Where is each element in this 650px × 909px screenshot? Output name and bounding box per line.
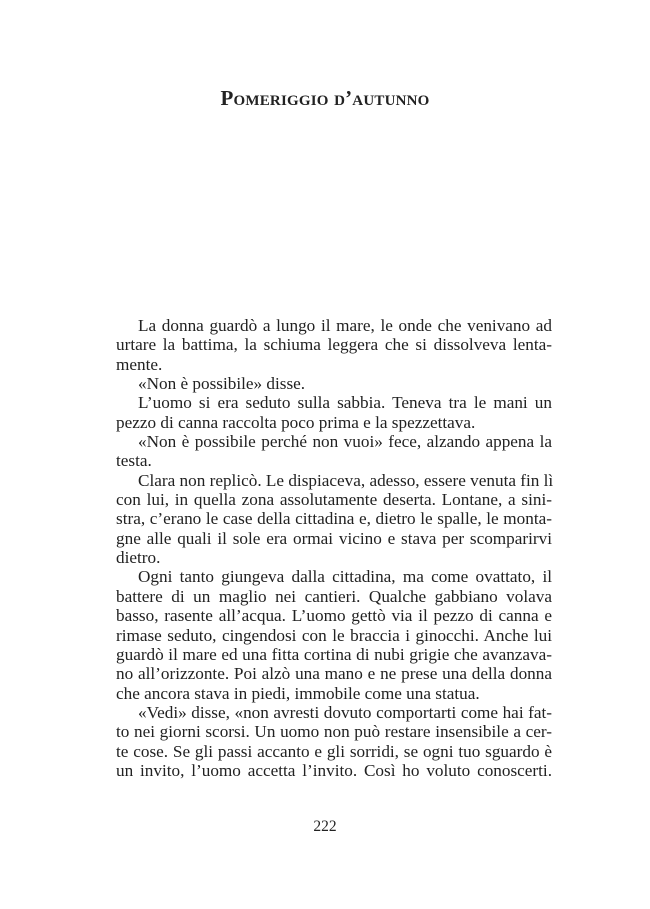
text-line: gne alle quali il sole era ormai vicino e stava per scomparirvi xyxy=(116,528,552,548)
text-line: no all’orizzonte. Poi alzò una mano e ne prese una della donna xyxy=(116,664,552,684)
text-line: con lui, in quella zona assolutamente deserta. Lontane, a sini- xyxy=(116,490,552,510)
text-line: to nei giorni scorsi. Un uomo non può restare insensibile a cer- xyxy=(116,722,552,742)
text-line: L’uomo si era seduto sulla sabbia. Teneva tra le mani un xyxy=(138,393,552,413)
paragraph xyxy=(116,316,552,374)
text-line: urtare la battima, la schiuma leggera che si dissolveva lenta- xyxy=(116,335,552,355)
text-line: Clara non replicò. Le dispiaceva, adesso, essere venuta fin lì xyxy=(138,470,554,490)
text-line: te cose. Se gli passi accanto e gli sorridi, se ogni tuo sguardo è xyxy=(116,741,552,761)
paragraph xyxy=(116,703,552,780)
text-line: un invito, l’uomo accetta l’invito. Così ho voluto conoscerti. xyxy=(116,760,552,780)
text-line: Ogni tanto giungeva dalla cittadina, ma come ovattato, il xyxy=(138,567,552,587)
text-line: «Non è possibile» disse. xyxy=(138,374,306,394)
paragraph xyxy=(116,393,552,432)
text-line: basso, rasente all’acqua. L’uomo gettò via il pezzo di canna e xyxy=(116,606,552,626)
text-line: pezzo di canna raccolta poco prima e la spezzettava. xyxy=(116,412,476,432)
text-line: dietro. xyxy=(116,548,161,568)
paragraph xyxy=(116,432,552,471)
paragraph xyxy=(116,471,552,568)
text-line: stra, c’erano le case della cittadina e, dietro le spalle, le monta- xyxy=(116,509,552,529)
text-line: guardò il mare ed una fitta cortina di nubi grigie che avanzava- xyxy=(116,644,552,664)
text-line: battere di un maglio nei cantieri. Qualche gabbiano volava xyxy=(116,586,552,606)
page-number: 222 xyxy=(313,818,337,835)
text-line: «Non è possibile perché non vuoi» fece, alzando appena la xyxy=(138,432,552,452)
text-line: che ancora stava in piedi, immobile come una statua. xyxy=(116,683,480,703)
text-line: testa. xyxy=(116,451,152,471)
text-line: La donna guardò a lungo il mare, le onde che venivano ad xyxy=(138,316,552,335)
body-text xyxy=(116,316,552,780)
text-line: rimase seduto, cingendosi con le braccia i ginocchi. Anche lui xyxy=(116,625,552,645)
text-line: mente. xyxy=(116,354,163,374)
chapter-title: Pomeriggio d’autunno xyxy=(220,86,430,110)
text-line: «Vedi» disse, «non avresti dovuto comportarti come hai fat- xyxy=(138,702,552,722)
paragraph xyxy=(116,374,552,393)
paragraph xyxy=(116,567,552,702)
